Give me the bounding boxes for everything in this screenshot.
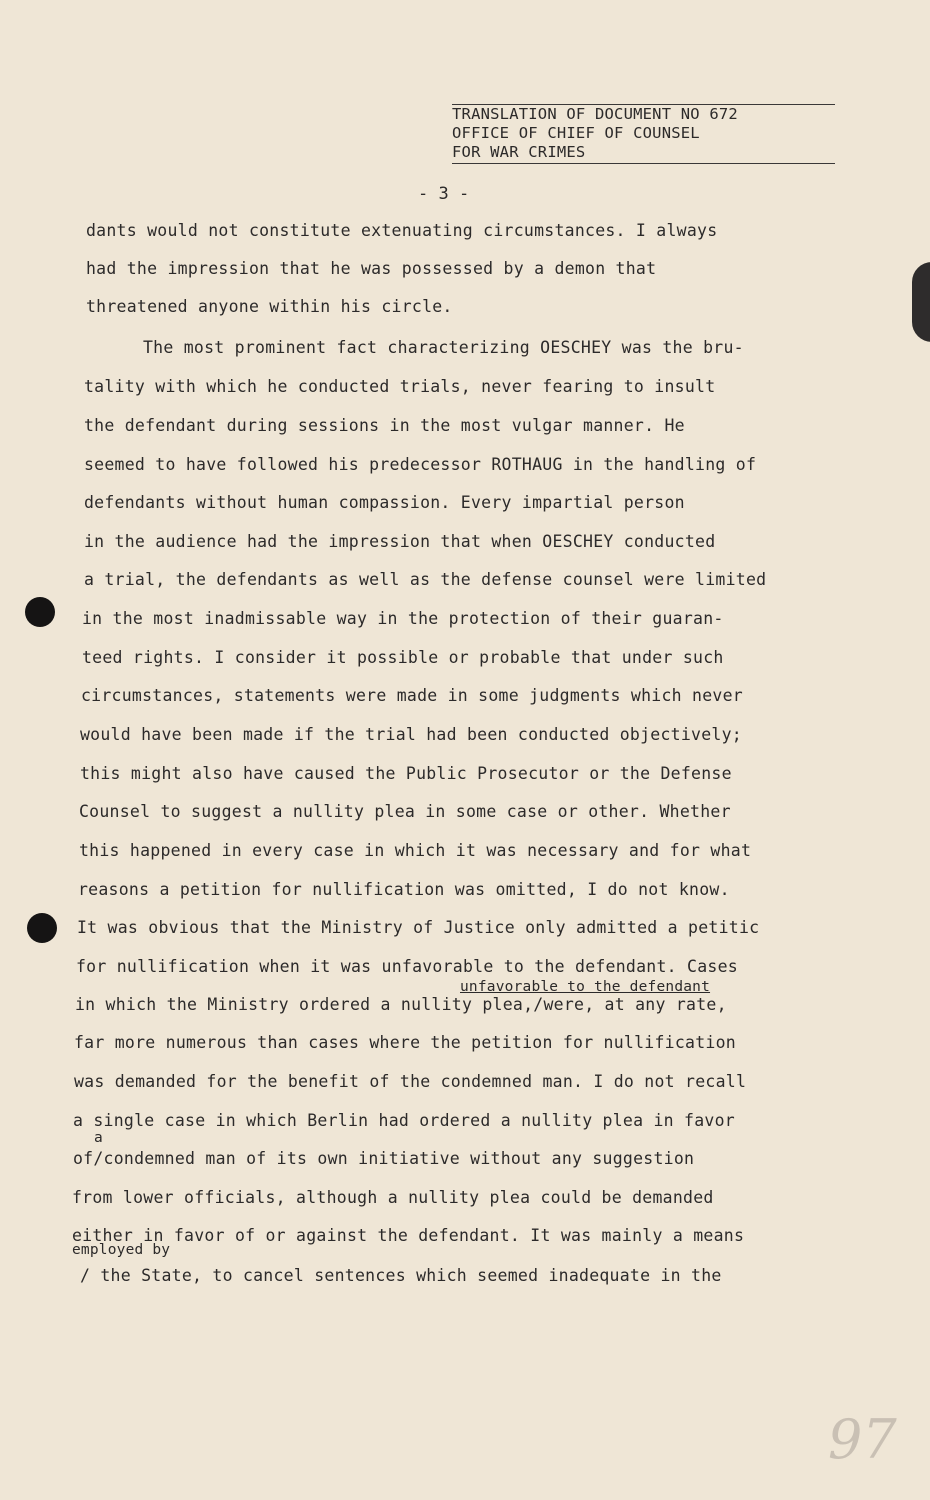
text-line: teed rights. I consider it possible or probable that under such xyxy=(82,648,724,667)
text-line: threatened anyone within his circle. xyxy=(86,297,453,316)
text-line: this happened in every case in which it was necessary and for what xyxy=(79,841,752,860)
text-line: in the most inadmissable way in the protection of their guaran- xyxy=(82,609,724,628)
text-line: reasons a petition for nullification was omitted, I do not know. xyxy=(78,880,730,899)
text-line: was demanded for the benefit of the condemned man. I do not recall xyxy=(74,1072,747,1091)
text-line: The most prominent fact characterizing OESCHEY was the bru- xyxy=(143,338,744,357)
text-line: this might also have caused the Public Prosecutor or the Defense xyxy=(80,764,732,783)
document-header xyxy=(452,104,835,164)
header-line-3: FOR WAR CRIMES xyxy=(452,143,586,161)
text-line: either in favor of or against the defendant. It was mainly a means xyxy=(72,1226,745,1245)
text-line: for nullification when it was unfavorable to the defendant. Cases xyxy=(76,957,738,976)
text-line: a single case in which Berlin had ordered a nullity plea in favor xyxy=(73,1111,735,1130)
text-line: Counsel to suggest a nullity plea in some case or other. Whether xyxy=(79,802,731,821)
text-line: far more numerous than cases where the petition for nullification xyxy=(74,1033,736,1052)
text-line: dants would not constitute extenuating circumstances. I always xyxy=(86,221,718,240)
text-line: / the State, to cancel sentences which seemed inadequate in the xyxy=(80,1266,722,1285)
page-edge-notch xyxy=(912,262,930,342)
text-line: in which the Ministry ordered a nullity plea,/were, at any rate, xyxy=(75,995,727,1014)
insertion-employed-by: employed by xyxy=(72,1242,171,1258)
text-line: seemed to have followed his predecessor ROTHAUG in the handling of xyxy=(84,455,757,474)
text-line: in the audience had the impression that when OESCHEY conducted xyxy=(84,532,716,551)
header-line-2: OFFICE OF CHIEF OF COUNSEL xyxy=(452,124,700,142)
text-line: the defendant during sessions in the most vulgar manner. He xyxy=(84,416,685,435)
insertion-unfavorable: unfavorable to the defendant xyxy=(460,979,711,995)
text-line: would have been made if the trial had been conducted objectively; xyxy=(80,725,742,744)
text-line: It was obvious that the Ministry of Justice only admitted a petitic xyxy=(77,918,760,937)
text-line: a trial, the defendants as well as the defense counsel were limited xyxy=(84,570,767,589)
insertion-article-a: a xyxy=(94,1130,103,1146)
text-line: defendants without human compassion. Every impartial person xyxy=(84,493,685,512)
punch-hole-top xyxy=(25,597,55,627)
page-number: - 3 - xyxy=(418,184,470,204)
text-line: had the impression that he was possessed by a demon that xyxy=(86,259,657,278)
text-line: circumstances, statements were made in some judgments which never xyxy=(81,686,743,705)
header-line-1: TRANSLATION OF DOCUMENT NO 672 xyxy=(452,105,738,123)
text-line: of/condemned man of its own initiative without any suggestion xyxy=(73,1149,695,1168)
punch-hole-bottom xyxy=(27,913,57,943)
header-bottom-rule xyxy=(452,163,835,164)
handwritten-page-note: 97 xyxy=(828,1408,897,1471)
text-line: from lower officials, although a nullity plea could be demanded xyxy=(72,1188,714,1207)
text-line: tality with which he conducted trials, never fearing to insult xyxy=(84,377,716,396)
